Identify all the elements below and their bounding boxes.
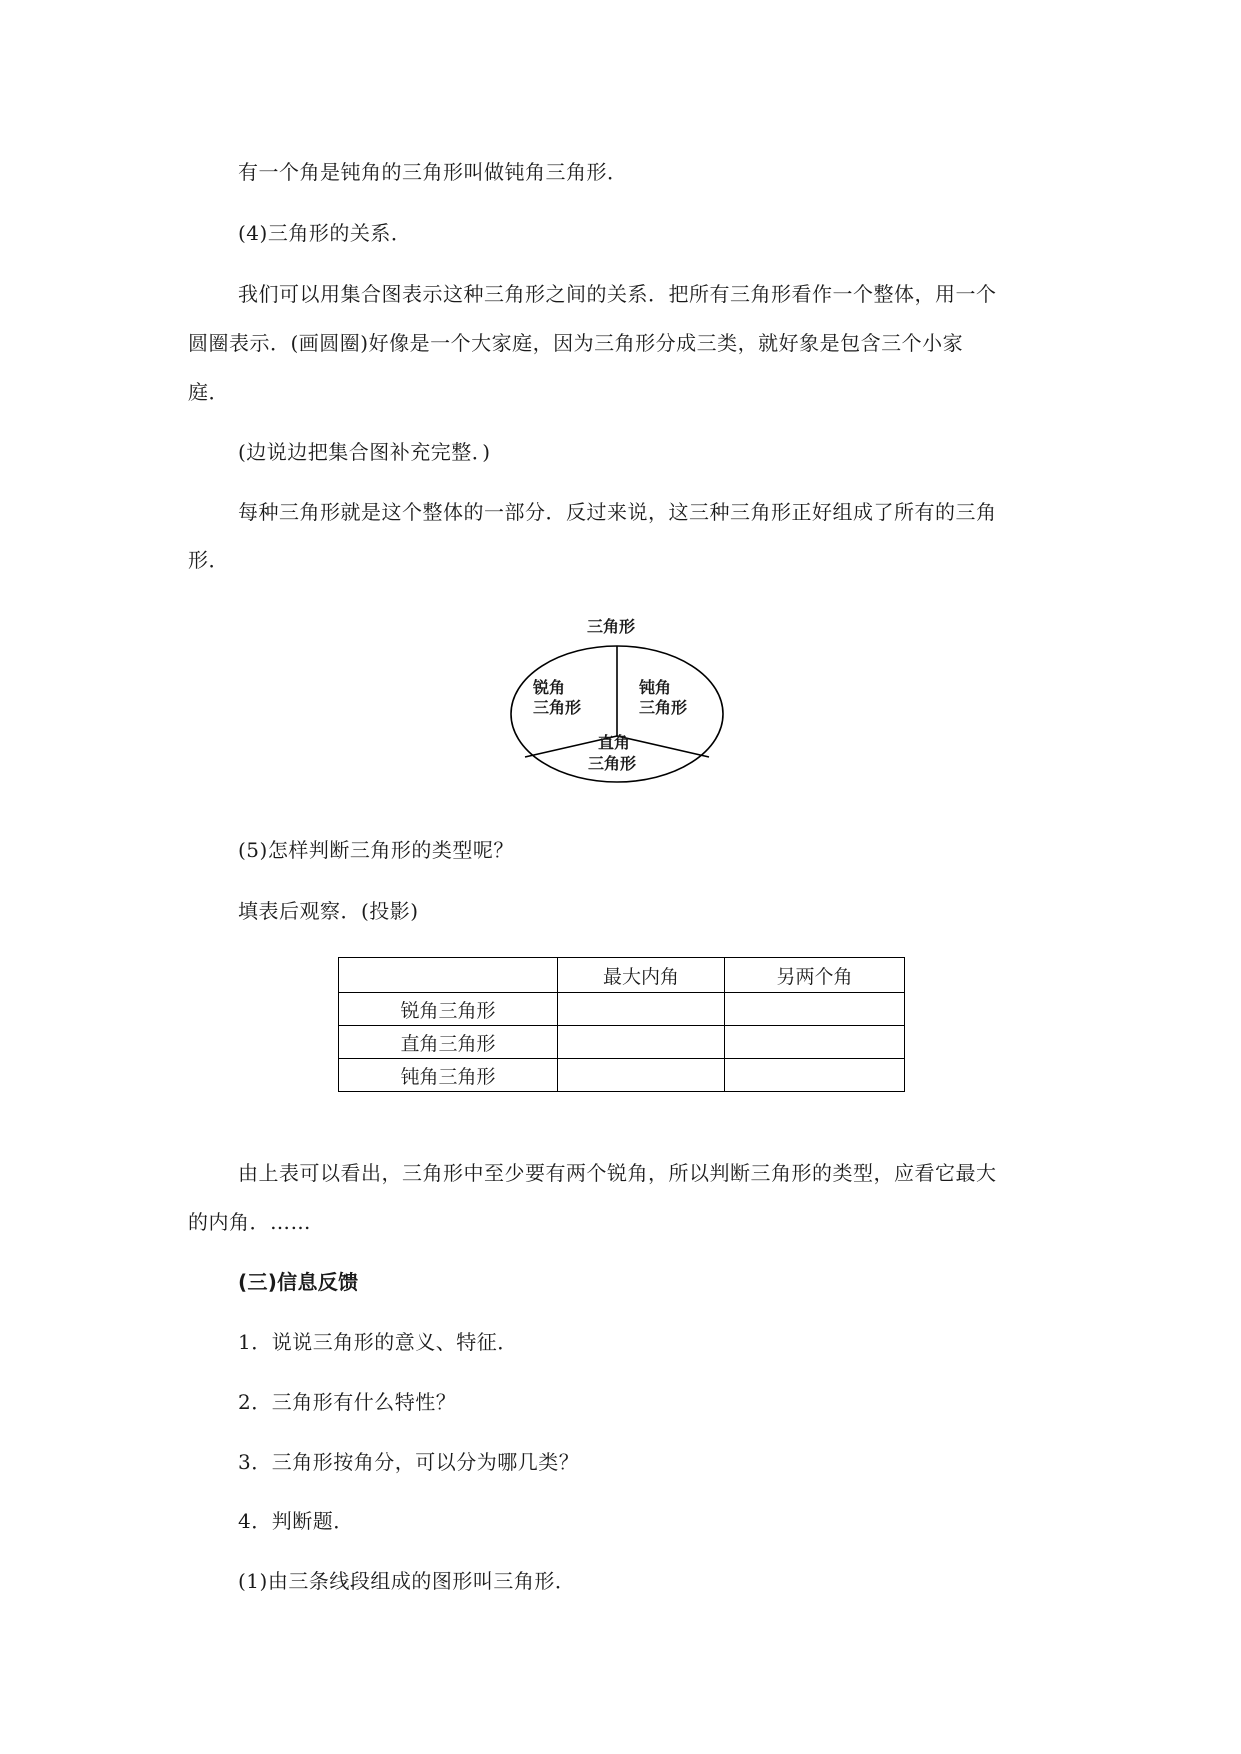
table-row-label: 直角三角形 (339, 1026, 558, 1059)
table-row (339, 1059, 905, 1092)
question-4: 4．判断题． (238, 1509, 354, 1533)
paragraph-conclusion-line-1: 由上表可以看出，三角形中至少要有两个锐角，所以判断三角形的类型，应看它最大 (238, 1161, 997, 1185)
table-row (339, 993, 905, 1026)
paragraph-venn-line-2: 圆圈表示．(画圆圈)好像是一个大家庭，因为三角形分成三类，就好象是包含三个小家 (188, 331, 964, 355)
question-2: 2．三角形有什么特性？ (238, 1390, 457, 1414)
paragraph-venn-line-1: 我们可以用集合图表示这种三角形之间的关系．把所有三角形看作一个整体，用一个 (238, 282, 997, 306)
right-region-label-1: 直角 (598, 733, 631, 752)
acute-region-label-2: 三角形 (533, 698, 582, 717)
table-header-cell: 另两个角 (725, 958, 905, 993)
question-3: 3．三角形按角分，可以分为哪几类？ (238, 1450, 580, 1474)
table-header-cell (339, 958, 558, 993)
table-cell (558, 1026, 725, 1059)
paragraph-fill-table: 填表后观察．(投影) (238, 899, 419, 923)
section-heading-judge-type: (5)怎样判断三角形的类型呢？ (238, 838, 514, 862)
acute-region-label-1: 锐角 (533, 678, 566, 697)
table-cell (725, 1059, 905, 1092)
table-row-label: 锐角三角形 (339, 993, 558, 1026)
paragraph-complete-diagram: (边说边把集合图补充完整．) (238, 440, 491, 464)
angle-comparison-table (338, 957, 905, 1092)
paragraph-obtuse-definition: 有一个角是钝角的三角形叫做钝角三角形． (238, 160, 628, 184)
table-header-cell: 最大内角 (558, 958, 725, 993)
obtuse-region-label-2: 三角形 (639, 698, 688, 717)
section-heading-relations: (4)三角形的关系． (238, 221, 412, 245)
paragraph-part-of-whole-line-2: 形． (188, 548, 229, 572)
right-region-label-2: 三角形 (588, 754, 637, 773)
paragraph-conclusion-line-2: 的内角．…… (188, 1210, 311, 1234)
diagram-title: 三角形 (587, 617, 636, 636)
paragraph-part-of-whole-line-1: 每种三角形就是这个整体的一部分．反过来说，这三种三角形正好组成了所有的三角 (238, 500, 997, 524)
table-cell (725, 1026, 905, 1059)
table-row (339, 1026, 905, 1059)
table-cell (558, 993, 725, 1026)
table-header-row (339, 958, 905, 993)
triangle-classification-diagram (505, 612, 731, 804)
section-heading-feedback: (三)信息反馈 (238, 1270, 359, 1294)
question-4-item-1: (1)由三条线段组成的图形叫三角形． (238, 1569, 576, 1593)
paragraph-venn-line-3: 庭． (188, 380, 229, 404)
table-cell (725, 993, 905, 1026)
question-1: 1．说说三角形的意义、特征． (238, 1330, 518, 1354)
table-row-label: 钝角三角形 (339, 1059, 558, 1092)
table-cell (558, 1059, 725, 1092)
obtuse-region-label-1: 钝角 (639, 678, 672, 697)
